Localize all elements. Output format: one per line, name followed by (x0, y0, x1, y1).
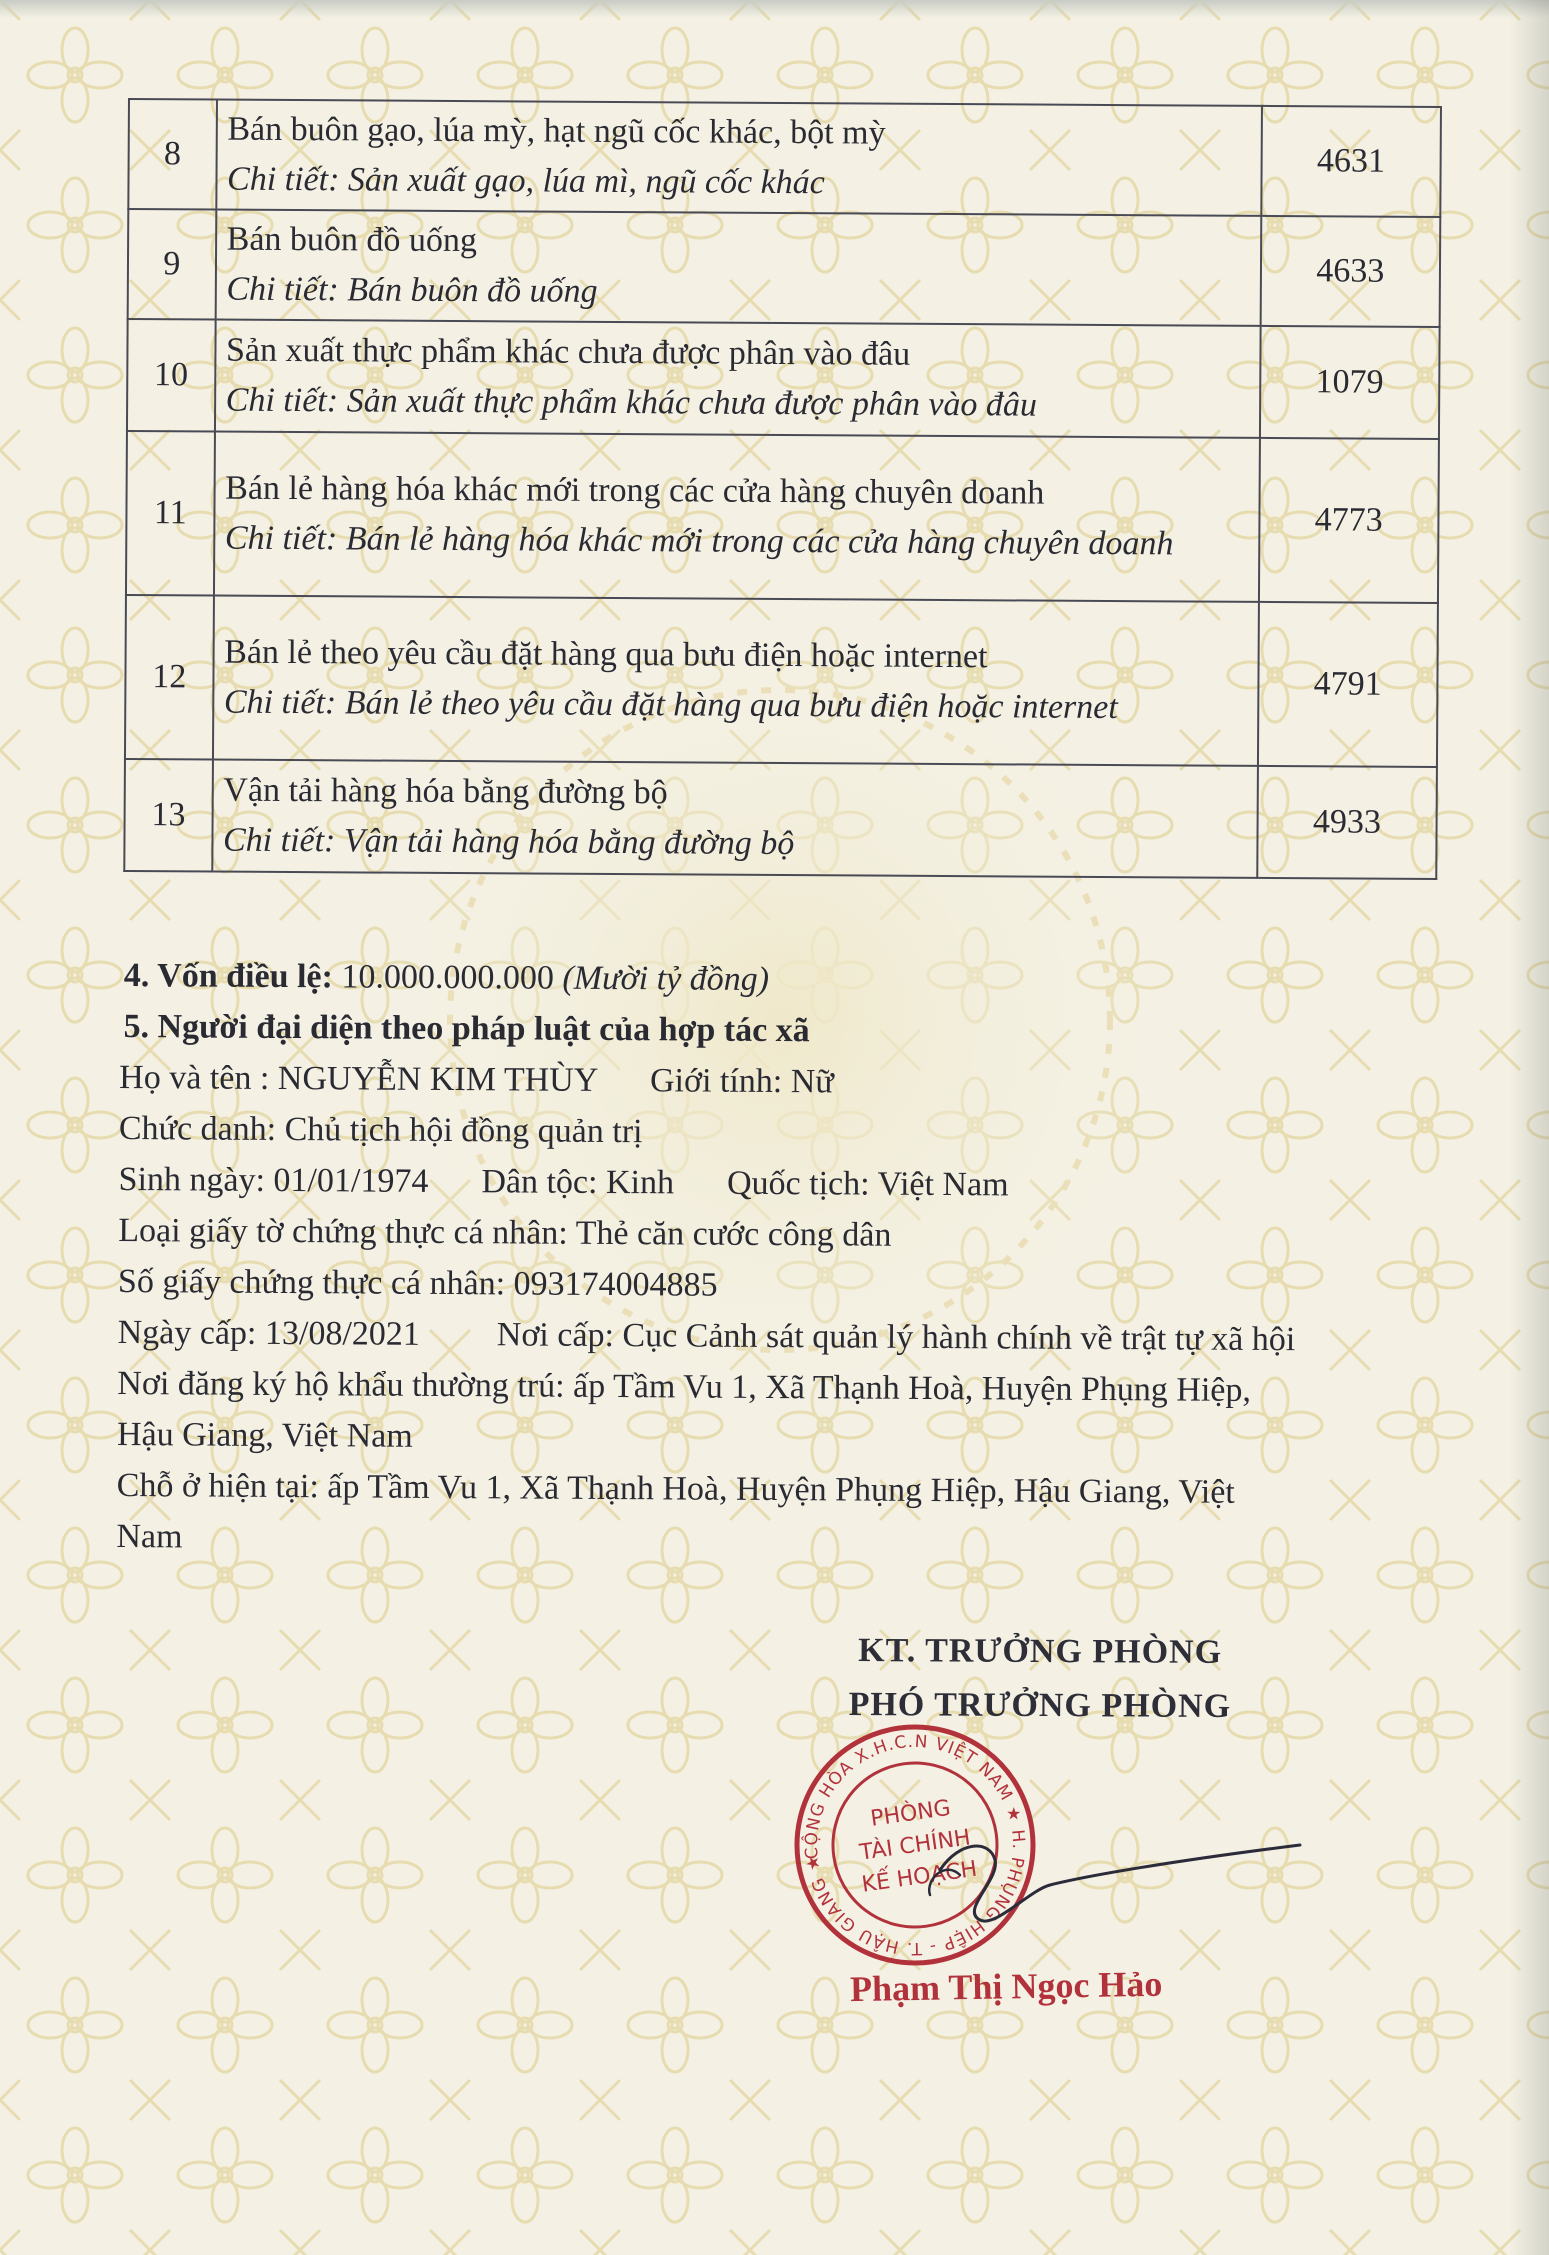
activity-detail (226, 376, 1249, 432)
signature-block (760, 1624, 1321, 1735)
industry-code: 4933 (1257, 766, 1437, 879)
current-address-part-1: ấp Tầm Vu 1, Xã Thạnh Hoà, Huyện Phụng Hiệp, Hậu Giang, Việt (327, 1468, 1235, 1511)
nationality-label: Quốc tịch: (726, 1164, 870, 1203)
row-description (215, 320, 1261, 438)
row-number: 11 (126, 431, 215, 596)
detail-label: Chi tiết: (226, 270, 339, 309)
activity-name: Bán buôn gạo, lúa mỳ, hạt ngũ cốc khác, bột mỳ (227, 110, 886, 152)
id-type-line (118, 1205, 1448, 1264)
detail-text: Sản xuất thực phẩm khác chưa được phân vào đâu (346, 382, 1038, 424)
signature-title-line-2: PHÓ TRƯỞNG PHÒNG (848, 1685, 1232, 1726)
industry-code: 4773 (1259, 438, 1439, 603)
stamp-ring-text: CỘNG HÒA X.H.C.N VIỆT NAM ★ H. PHỤNG HIỆP - T. HẬU GIANG ★ (801, 1731, 1029, 1959)
detail-text: Bán lẻ hàng hóa khác mới trong các cửa hàng chuyên doanh (345, 520, 1174, 563)
dob-label: Sinh ngày: (118, 1160, 266, 1199)
representative-heading: 5. Người đại diện theo pháp luật của hợp tác xã (123, 1008, 810, 1050)
name-label: Họ và tên : (119, 1058, 270, 1097)
current-address-line-2: Nam (116, 1517, 183, 1556)
detail-text: Bán buôn đồ uống (347, 271, 598, 310)
representative-gender: Nữ (790, 1063, 834, 1101)
info-section (116, 950, 1450, 1570)
table-row (124, 759, 1437, 879)
signature-title-line-1: KT. TRƯỞNG PHÒNG (858, 1632, 1223, 1671)
detail-text: Vận tải hàng hóa bằng đường bộ (343, 822, 795, 863)
industry-code: 4631 (1261, 106, 1441, 217)
activity-detail (227, 155, 1250, 211)
activity-detail (225, 514, 1248, 570)
industry-code: 1079 (1260, 326, 1440, 439)
detail-label: Chi tiết: (226, 160, 340, 199)
table-row (128, 209, 1441, 327)
dob-line (118, 1154, 1448, 1213)
row-description (216, 100, 1262, 216)
current-address-line-1 (117, 1460, 1447, 1519)
industry-code: 4633 (1260, 216, 1440, 327)
table-row (127, 319, 1440, 439)
permanent-address-part-1: ấp Tầm Vu 1, Xã Thạnh Hoà, Huyện Phụng Hiệp, (572, 1367, 1252, 1409)
detail-text: Sản xuất gạo, lúa mì, ngũ cốc khác (347, 161, 825, 202)
activity-name: Bán buôn đồ uống (226, 220, 478, 260)
permanent-address-line-2: Hậu Giang, Việt Nam (116, 1415, 413, 1455)
id-number-label: Số giấy chứng thực cá nhân: (117, 1262, 506, 1303)
capital-label: 4. Vốn điều lệ: (123, 957, 334, 996)
row-number: 13 (124, 759, 212, 872)
ethnicity-label: Dân tộc: (481, 1163, 598, 1201)
handwritten-signature (900, 1800, 1320, 1960)
issue-place-label: Nơi cấp: (496, 1316, 615, 1355)
current-address-label: Chỗ ở hiện tại: (116, 1466, 319, 1506)
permanent-address-line-1 (117, 1358, 1447, 1417)
capital-in-words: (Mười tỷ đồng) (562, 959, 770, 998)
detail-label: Chi tiết: (224, 519, 338, 558)
activity-detail (224, 678, 1247, 734)
representative-dob: 01/01/1974 (273, 1161, 429, 1200)
activity-name: Vận tải hàng hóa bằng đường bộ (223, 771, 668, 812)
photo-edge-shadow (1509, 0, 1549, 2255)
row-description (212, 760, 1258, 878)
activity-name: Bán lẻ theo yêu cầu đặt hàng qua bưu điện hoặc internet (224, 633, 988, 676)
issue-date-label: Ngày cấp: (117, 1313, 257, 1352)
row-description (213, 596, 1259, 766)
row-description (214, 432, 1260, 602)
row-number: 10 (127, 319, 215, 432)
row-number: 9 (128, 209, 216, 320)
activity-detail (223, 816, 1246, 872)
stamp-text-line-2: TÀI CHÍNH (858, 1825, 973, 1866)
stamp-text-line-3: KẾ HOẠCH (860, 1856, 979, 1898)
business-activities-table (123, 98, 1442, 880)
activity-name: Bán lẻ hàng hóa khác mới trong các cửa hàng chuyên doanh (225, 469, 1045, 512)
representative-id-type: Thẻ căn cước công dân (575, 1214, 892, 1254)
representative-issue-date: 13/08/2021 (264, 1314, 420, 1353)
detail-label: Chi tiết: (222, 821, 336, 860)
detail-label: Chi tiết: (225, 381, 339, 420)
title-line (119, 1103, 1449, 1162)
issue-line (118, 1307, 1448, 1366)
title-label: Chức danh: (118, 1109, 277, 1148)
id-number-line (118, 1256, 1448, 1315)
gender-label: Giới tính: (649, 1062, 783, 1101)
table-row (128, 99, 1441, 217)
activity-detail (226, 265, 1249, 321)
capital-amount: 10.000.000.000 (341, 958, 555, 997)
table-row (126, 431, 1439, 603)
representative-nationality: Việt Nam (877, 1165, 1009, 1204)
permanent-address-label: Nơi đăng ký hộ khẩu thường trú: (117, 1364, 565, 1405)
name-line (119, 1052, 1449, 1111)
capital-line (124, 950, 1450, 1009)
row-description (215, 210, 1261, 326)
representative-id-number: 093174004885 (513, 1265, 718, 1304)
row-number: 12 (125, 595, 214, 760)
table-body (124, 99, 1441, 879)
detail-text: Bán lẻ theo yêu cầu đặt hàng qua bưu điện hoặc internet (344, 684, 1118, 727)
signer-name: Phạm Thị Ngọc Hảo (849, 1963, 1163, 2010)
photo-top-edge (0, 0, 1549, 18)
id-type-label: Loại giấy tờ chứng thực cá nhân: (118, 1211, 568, 1252)
representative-name: NGUYỄN KIM THÙY (277, 1059, 598, 1099)
representative-title: Chủ tịch hội đồng quản trị (284, 1111, 643, 1151)
detail-label: Chi tiết: (223, 683, 337, 722)
representative-issue-place: Cục Cảnh sát quản lý hành chính về trật tự xã hội (622, 1317, 1296, 1359)
row-number: 8 (128, 99, 216, 210)
representative-ethnicity: Kinh (605, 1163, 675, 1202)
stamp-text-line-1: PHÒNG (868, 1795, 953, 1832)
industry-code: 4791 (1258, 602, 1438, 767)
table-row (125, 595, 1438, 767)
activity-name: Sản xuất thực phẩm khác chưa được phân vào đâu (225, 331, 911, 373)
